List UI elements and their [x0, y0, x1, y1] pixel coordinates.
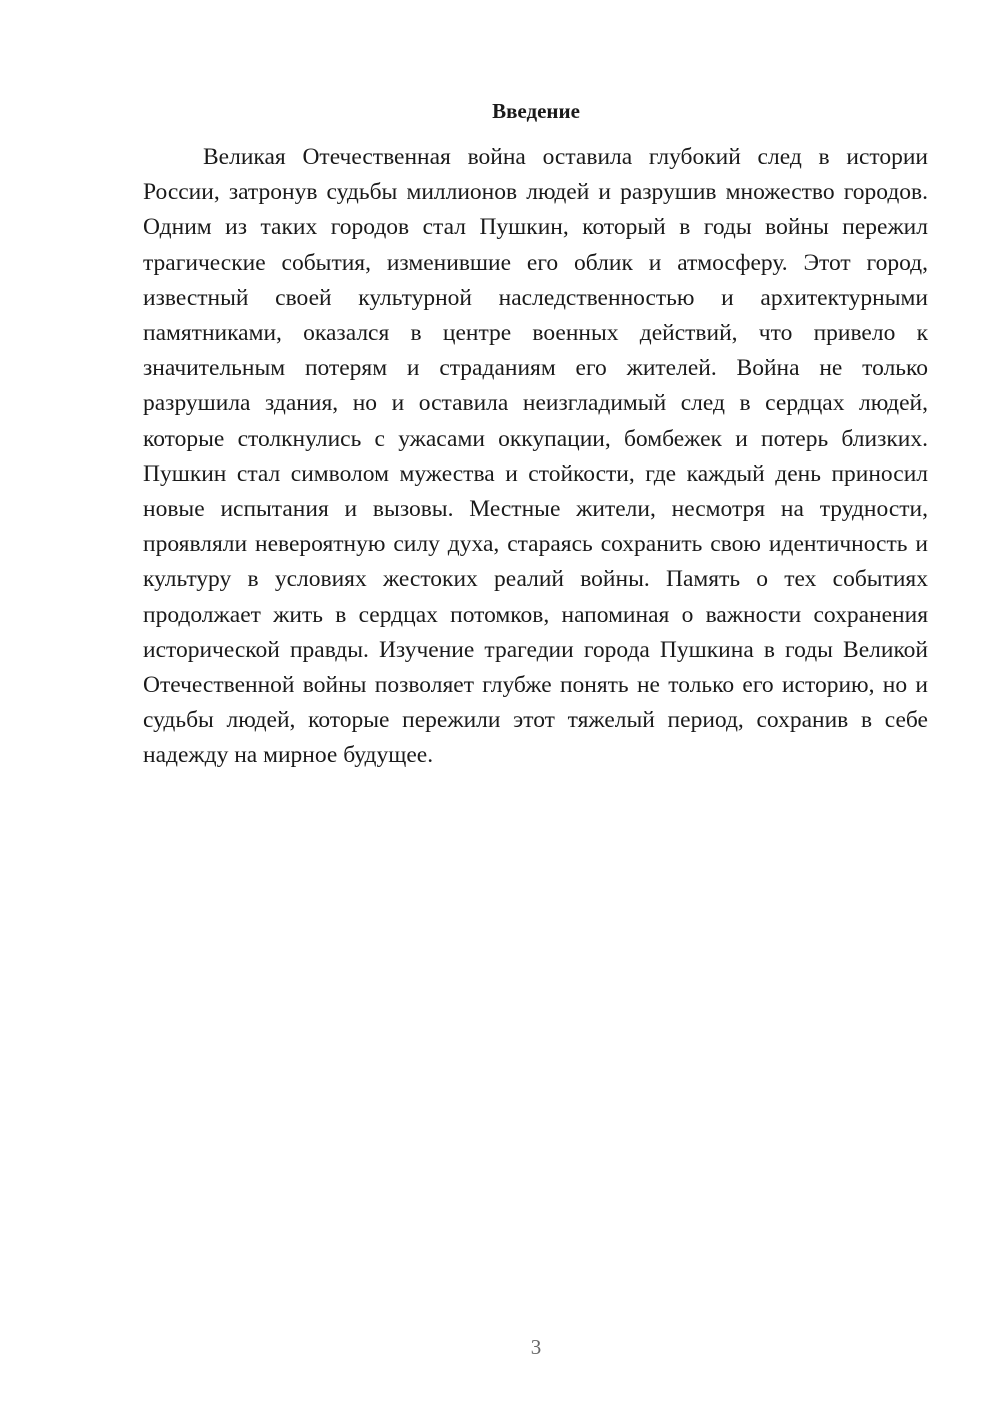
section-heading: Введение — [492, 99, 580, 123]
page-number: 3 — [530, 1335, 542, 1359]
introduction-paragraph: Великая Отечественная война оставила глубокий след в истории России, затронув судьбы миллионов людей и разрушив множество городов. Одним из таких городов стал Пушкин, который в годы войны пережил трагические события, изменившие его облик и атмосферу. Этот город, известный своей культурной наследственностью и архитектурными памятниками, оказался в центре военных действий, что привело к значительным потерям и страданиям его жителей. Война не только разрушила здания, но и оставила неизгладимый след в сердцах людей, которые столкнулись с ужасами оккупации, бомбежек и потерь близких. Пушкин стал символом мужества и стойкости, где каждый день приносил новые испытания и вызовы. Местные жители, несмотря на трудности, проявляли невероятную силу духа, стараясь сохранить свою идентичность и культуру в условиях жестоких реалий войны. Память о тех событиях продолжает жить в сердцах потомков, напоминая о важности сохранения исторической правды. Изучение трагедии города Пушкина в годы Великой Отечественной войны позволяет глубже понять не только его историю, но и судьбы людей, которые пережили этот тяжелый период, сохранив в себе надежду на мирное будущее. — [143, 144, 928, 769]
